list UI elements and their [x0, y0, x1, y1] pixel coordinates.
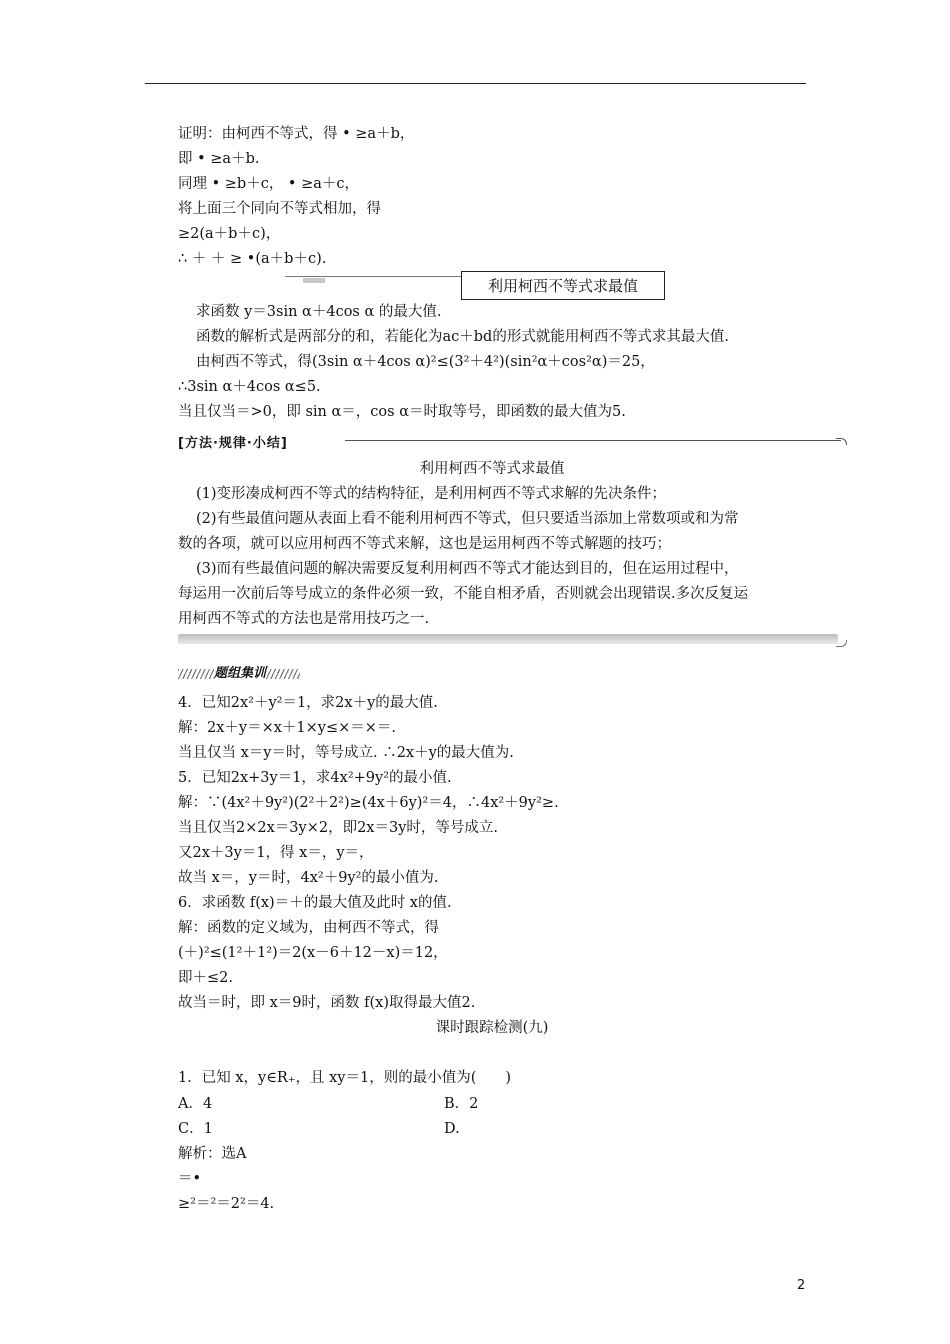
- example-analysis: 函数的解析式是两部分的和，若能化为ac＋bd的形式就能用柯西不等式求其最大值.: [196, 329, 729, 345]
- option-d: D.: [444, 1121, 460, 1137]
- method-point-2b: 数的各项，就可以应用柯西不等式来解，这也是运用柯西不等式解题的技巧；: [178, 536, 671, 552]
- example-title-box: 利用柯西不等式求最值: [461, 271, 665, 300]
- proof-line-6: ∴ ＋ ＋ ≥ •(a＋b＋c).: [178, 251, 327, 267]
- question-5: 5．已知2x+3y＝1，求4x²+9y²的最小值.: [178, 770, 452, 786]
- method-title: 利用柯西不等式求最值: [419, 461, 565, 477]
- answer-6d: 故当＝时，即 x＝9时，函数 f(x)取得最大值2.: [178, 995, 476, 1011]
- option-a: A．4: [178, 1096, 213, 1112]
- example-bar: [285, 276, 461, 277]
- example-tag: [303, 278, 325, 283]
- method-heading: [方法·规律·小结]: [178, 436, 288, 451]
- page-number: 2: [797, 1278, 806, 1293]
- option-c: C．1: [178, 1121, 213, 1137]
- group-heading-text: 题组集训: [214, 666, 267, 681]
- answer-4a: 解：2x＋y＝×x＋1×y≤×＝×＝.: [178, 720, 397, 736]
- proof-line-1: 证明：由柯西不等式，得 • ≥a＋b，: [178, 126, 415, 142]
- method-point-3c: 用柯西不等式的方法也是常用技巧之一.: [178, 611, 430, 627]
- example-solution-3: 当且仅当＝>0，即 sin α＝，cos α＝时取等号，即函数的最大值为5.: [178, 404, 626, 420]
- hatch-right: [266, 669, 300, 679]
- exercise-solution-1: 解析：选A: [178, 1146, 247, 1162]
- hatch-left: [178, 669, 214, 679]
- example-solution-1: 由柯西不等式，得(3sin α＋4cos α)²≤(3²＋4²)(sin²α＋cos²α)＝25，: [196, 354, 655, 370]
- method-point-3b: 每运用一次前后等号成立的条件必须一致，不能自相矛盾，否则就会出现错误.多次反复运: [178, 586, 749, 602]
- question-6: 6．求函数 f(x)＝＋的最大值及此时 x的值.: [178, 895, 452, 911]
- proof-line-2: 即 • ≥a＋b.: [178, 151, 260, 167]
- method-rule-end: [836, 438, 847, 445]
- example-problem: 求函数 y＝3sin α＋4cos α 的最大值.: [196, 304, 442, 320]
- method-rule: [345, 440, 841, 441]
- question-4: 4．已知2x²＋y²＝1，求2x＋y的最大值.: [178, 695, 438, 711]
- exercise-title: 课时跟踪检测(九): [435, 1020, 549, 1036]
- proof-line-5: ≥2(a＋b＋c)，: [178, 226, 281, 242]
- proof-line-3: 同理 • ≥b＋c， • ≥a＋c，: [178, 176, 360, 192]
- answer-5c: 又2x＋3y＝1，得 x＝，y＝，: [178, 845, 374, 861]
- answer-6c: 即＋≤2.: [178, 970, 233, 986]
- exercise-question-1: 1．已知 x，y∈R₊，且 xy＝1，则的最小值为( ): [178, 1070, 512, 1086]
- group-heading: [178, 665, 300, 683]
- answer-6a: 解：函数的定义域为，由柯西不等式，得: [178, 920, 439, 936]
- exercise-solution-2: ＝•: [178, 1171, 202, 1187]
- method-bottom-bar: [178, 634, 838, 644]
- option-b: B．2: [444, 1096, 479, 1112]
- exercise-solution-3: ≥²＝²＝2²＝4.: [178, 1196, 275, 1212]
- answer-6b: (＋)²≤(1²＋1²)＝2(x－6＋12－x)＝12，: [178, 945, 448, 961]
- method-point-2a: (2)有些最值问题从表面上看不能利用柯西不等式，但只要适当添加上常数项或和为常: [196, 511, 739, 527]
- answer-5d: 故当 x＝，y＝时，4x²＋9y²的最小值为.: [178, 870, 439, 886]
- method-point-1: (1)变形凑成柯西不等式的结构特征，是利用柯西不等式求解的先决条件；: [196, 486, 667, 502]
- header-rule: [145, 83, 806, 84]
- proof-line-4: 将上面三个同向不等式相加，得: [178, 201, 381, 217]
- answer-5a: 解：∵(4x²＋9y²)(2²＋2²)≥(4x＋6y)²＝4，∴4x²＋9y²≥.: [178, 795, 559, 811]
- answer-4b: 当且仅当 x＝y＝时，等号成立. ∴2x＋y的最大值为.: [178, 745, 514, 761]
- method-point-3a: (3)而有些最值问题的解决需要反复利用柯西不等式才能达到目的，但在运用过程中，: [196, 561, 739, 577]
- answer-5b: 当且仅当2×2x＝3y×2，即2x＝3y时，等号成立.: [178, 820, 498, 836]
- example-solution-2: ∴3sin α＋4cos α≤5.: [178, 379, 321, 395]
- method-bottom-end: [836, 640, 847, 647]
